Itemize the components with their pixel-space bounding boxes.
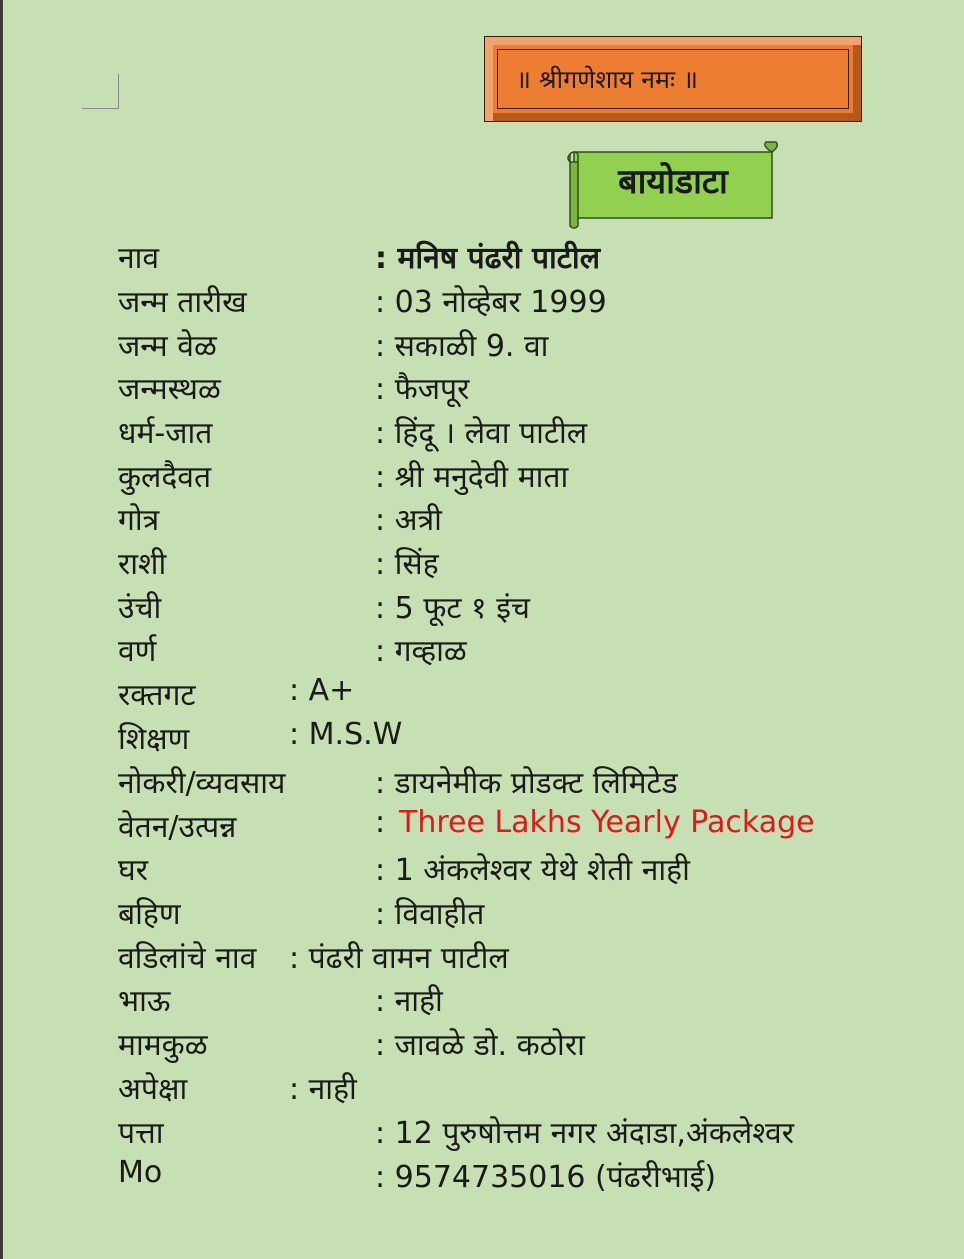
field-value: : विवाहीत bbox=[375, 897, 485, 932]
field-value: : A+ bbox=[289, 673, 355, 708]
field-label: पत्ता bbox=[118, 1116, 164, 1151]
field-label: घर bbox=[118, 853, 148, 888]
page-corner-mark bbox=[82, 74, 119, 109]
field-value: : 03 नोव्हेबर 1999 bbox=[375, 285, 607, 320]
field-value: : नाही bbox=[375, 984, 443, 1019]
field-value: : 1 अंकलेश्वर येथे शेती नाही bbox=[375, 853, 690, 888]
field-value: : सकाळी 9. वा bbox=[375, 329, 549, 364]
field-value: : 5 फूट १ इंच bbox=[375, 591, 530, 626]
field-value-prefix: : bbox=[375, 805, 386, 840]
field-label: कुलदैवत bbox=[118, 460, 212, 495]
field-label: राशी bbox=[118, 547, 167, 582]
field-value: : गव्हाळ bbox=[375, 634, 467, 669]
invocation-banner bbox=[484, 36, 862, 122]
field-label: गोत्र bbox=[118, 503, 160, 538]
field-label: रक्तगट bbox=[118, 678, 196, 713]
field-value: : 9574735016 (पंढरीभाई) bbox=[375, 1160, 717, 1195]
field-label: जन्म तारीख bbox=[118, 285, 247, 320]
field-value: : सिंह bbox=[375, 547, 439, 582]
field-label: वडिलांचे नाव bbox=[118, 941, 257, 976]
field-value: : श्री मनुदेवी माता bbox=[375, 460, 569, 495]
field-label: नोकरी/व्यवसाय bbox=[118, 766, 286, 801]
invocation-text: ॥ श्रीगणेशाय नमः ॥ bbox=[497, 49, 849, 109]
field-label: नाव bbox=[118, 241, 160, 276]
field-label: वेतन/उत्पन्न bbox=[118, 810, 237, 845]
field-label: उंची bbox=[118, 591, 162, 626]
field-value: : हिंदू । लेवा पाटील bbox=[375, 416, 588, 451]
field-label: मामकुळ bbox=[118, 1028, 208, 1063]
field-label: जन्मस्थळ bbox=[118, 372, 221, 407]
field-value: : डायनेमीक प्रोडक्ट लिमिटेड bbox=[375, 766, 678, 801]
field-label: वर्ण bbox=[118, 634, 157, 669]
field-value: : फैजपूर bbox=[375, 372, 470, 407]
field-label: बहिण bbox=[118, 897, 181, 932]
field-label: अपेक्षा bbox=[118, 1072, 188, 1107]
field-value: : जावळे डो. कठोरा bbox=[375, 1028, 585, 1063]
field-label: भाऊ bbox=[118, 984, 171, 1019]
field-value-salary: Three Lakhs Yearly Package bbox=[399, 805, 815, 840]
field-label: Mo bbox=[118, 1155, 163, 1190]
field-value: : 12 पुरुषोत्तम नगर अंदाडा,अंकलेश्वर bbox=[375, 1116, 794, 1151]
field-value: : अत्री bbox=[375, 503, 442, 538]
field-label: धर्म-जात bbox=[118, 416, 213, 451]
title-scroll bbox=[566, 140, 780, 230]
field-value: : M.S.W bbox=[289, 717, 403, 752]
field-value: : मनिष पंढरी पाटील bbox=[375, 241, 601, 276]
field-label: शिक्षण bbox=[118, 722, 190, 757]
field-label: जन्म वेळ bbox=[118, 329, 217, 364]
field-value: : नाही bbox=[289, 1072, 357, 1107]
biodata-title: बायोडाटा bbox=[618, 162, 728, 202]
field-value: : पंढरी वामन पाटील bbox=[289, 941, 509, 976]
